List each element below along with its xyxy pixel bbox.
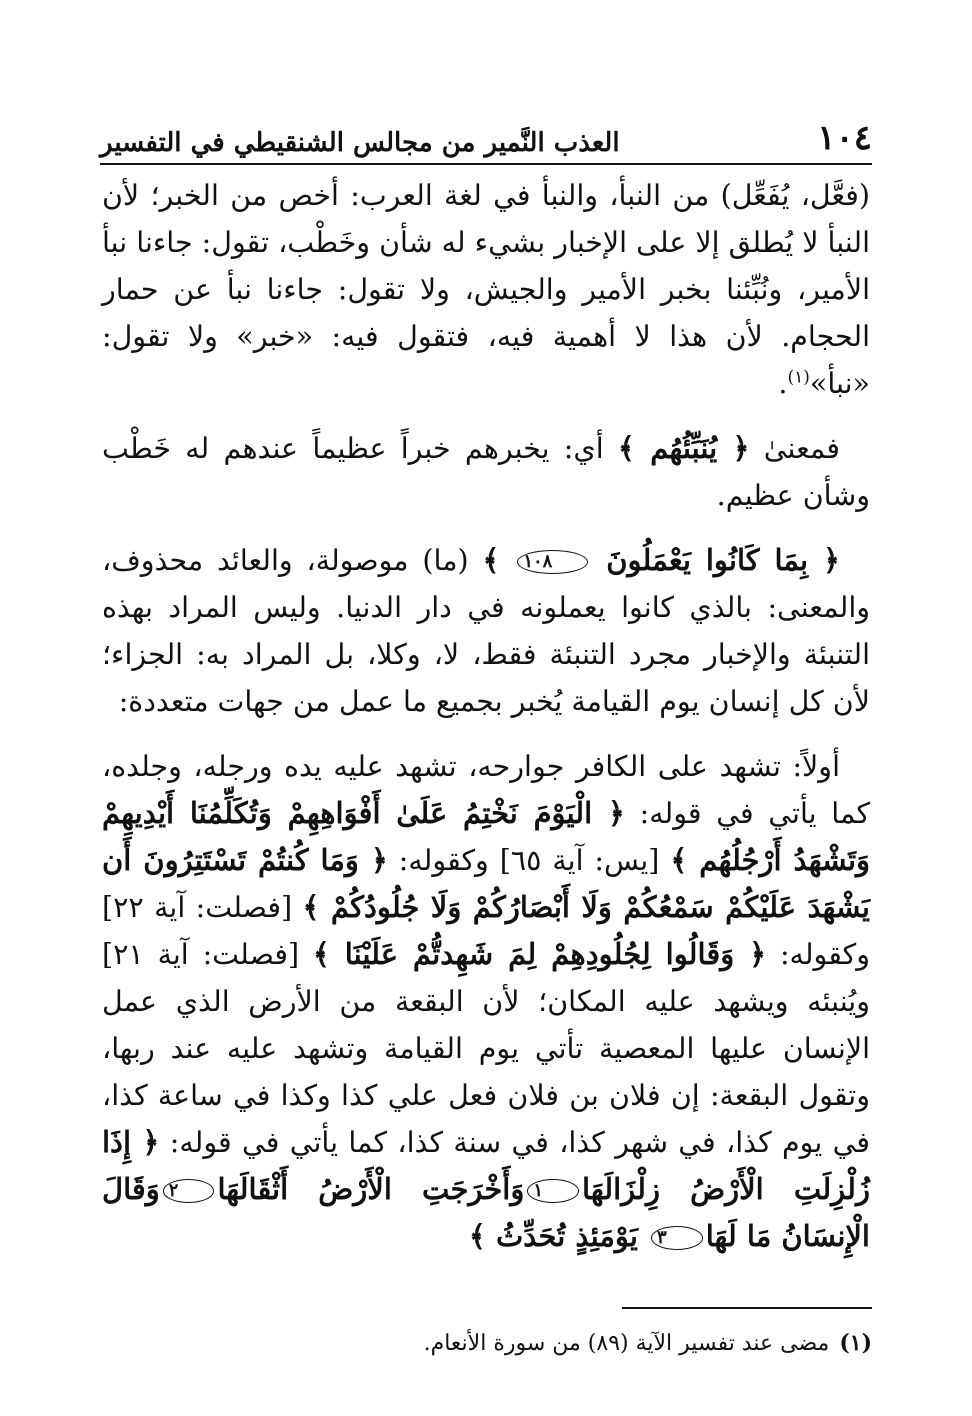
paragraph-4 [102,743,870,1260]
paragraph-4-text-c: [فصلت: آية ٢٢] وكقوله: [102,891,870,971]
paragraph-3 [102,537,870,725]
footnote-text: مضى عند تفسير الآية (٨٩) من سورة الأنعام. [423,1331,830,1356]
quran-quote [482,543,840,577]
ayah-number-marker: ١ [527,1179,579,1203]
quran-quote-text: ﴿ بِمَا كَانُوا يَعْمَلُونَ [606,543,841,577]
paragraph-2-lead: فمعنىٰ [763,432,840,465]
footnote [100,1326,872,1361]
paragraph-4-text-a: أولاً: تشهد على الكافر جوارحه، تشهد عليه يده ورجله، وجلده، كما يأتي في قوله: [102,750,871,830]
ayah-number-marker: ١٠٨ [517,550,588,574]
paragraph-2-text: أي: يخبرهم خبراً عظيماً عندهم له خَطْب وشأن عظيم. [102,432,870,512]
quran-quote: ﴿ يُنَبِّئُهُم ﴾ [617,431,750,465]
quran-bracket-close: ﴾ [482,543,500,577]
paragraph-1 [102,172,870,407]
quran-quote-text: وَقَالَ الْإِنسَانُ مَا لَهَا [102,1172,870,1253]
quran-quote-text: وَأَخْرَجَتِ الْأَرْضُ أَثْقَالَهَا [217,1172,525,1206]
paragraph-3-text: (ما) موصولة، والعائد محذوف، والمعنى: بالذي كانوا يعملونه في دار الدنيا. وليس المراد بهذه التنبئة والإخبار مجرد التنبئة فقط، لا، وكلا، بل المراد به: الجزاء؛ لأن كل إنسان يوم القيامة يُخبر بجميع ما عمل من جهات متعددة: [102,544,870,718]
footnote-rule [622,1307,872,1309]
quran-quote: ﴿ وَقَالُوا لِجُلُودِهِمْ لِمَ شَهِدتُّمْ عَلَيْنَا ﴾ [312,937,767,971]
paragraph-2 [102,425,870,519]
body-text [102,172,870,1278]
quran-quote-text: يَوْمَئِذٍ تُحَدِّثُ ﴾ [468,1219,638,1253]
page-header [100,110,872,158]
paragraph-4-text-d: [فصلت: آية ٢١] ويُنبئه ويشهد عليه المكان؛ لأن البقعة من الأرض الذي عمل الإنسان عليها المعصية تأتي يوم القيامة وتشهد عليه عند ربها، وتقول البقعة: إن فلان بن فلان فعل علي كذا وكذا في ساعة كذا، في يوم كذا، في شهر كذا، في سنة كذا، كما يأتي في قوله: [102,938,871,1159]
header-rule [100,163,872,165]
paragraph-4-text-b: [يس: آية ٦٥] وكقوله: [398,844,660,877]
paragraph-1-text: (فعَّل، يُفَعِّل) من النبأ، والنبأ في لغة العرب: أخص من الخبر؛ لأن النبأ لا يُطلق إلا على الإخبار بشيء له شأن وخَطْب، تقول: جاءنا نبأ الأمير، ونُبِّئنا بخبر الأمير والجيش، ولا تقول: جاءنا نبأ عن حمار الحجام. لأن هذا لا أهمية فيه، فتقول فيه: «خبر» ولا تقول: [102,179,870,353]
page-number: ١٠٤ [817,118,872,158]
quoted-word: «نبأ» [809,367,870,400]
quran-quote: ﴿ وَمَا كُنتُمْ تَسْتَتِرُونَ أَن يَشْهَدَ عَلَيْكُمْ سَمْعُكُمْ وَلَا أَبْصَارُكُمْ وَلَا جُلُودُكُمْ ﴾ [102,843,870,924]
paragraph-1-end: «نبأ»$^{(١)}$. [778,367,870,400]
ayah-number-marker: ٣ [651,1226,703,1250]
footnote-reference[interactable]: (١) [787,367,810,388]
quran-quote-text: ﴿ إِذَا زُلْزِلَتِ الْأَرْضُ زِلْزَالَهَا [102,1125,870,1206]
ayah-number-marker: ٢ [163,1179,215,1203]
quran-quote: ﴿ الْيَوْمَ نَخْتِمُ عَلَىٰ أَفْوَاهِهِمْ وَتُكَلِّمُنَا أَيْدِيهِمْ وَتَشْهَدُ أَرْجُلُهُم ﴾ [102,796,871,877]
footnote-number: (١) [839,1330,872,1356]
running-title: العذب النَّمير من مجالس الشنقيطي في التفسير [100,128,620,158]
